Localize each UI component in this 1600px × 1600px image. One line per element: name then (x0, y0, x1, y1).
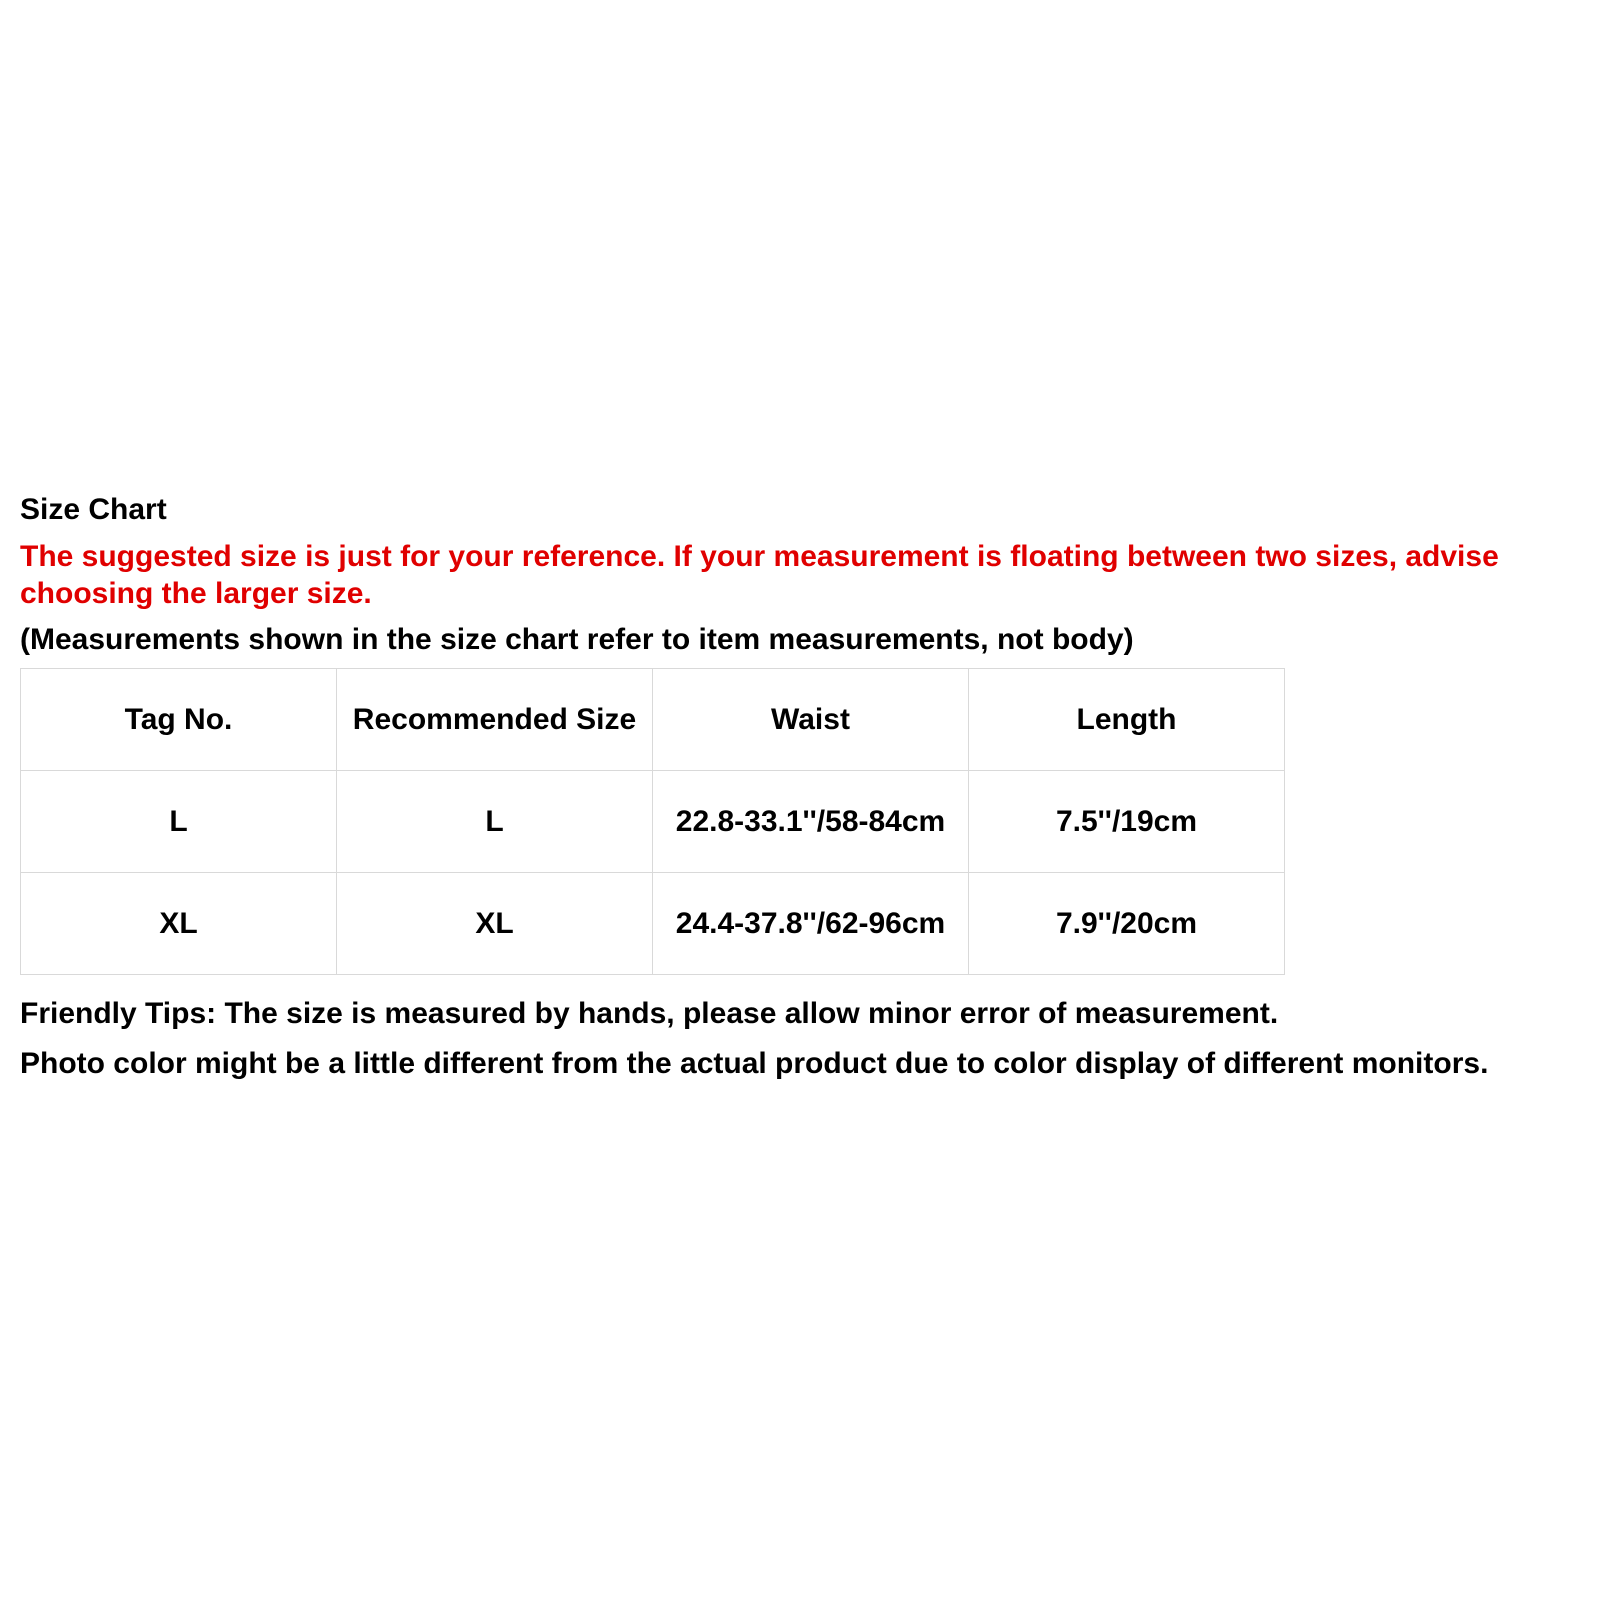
table-row (21, 873, 1285, 975)
color-disclaimer: Photo color might be a little different from the actual product due to color display of different monitors. (20, 1047, 1489, 1080)
size-notice: The suggested size is just for your reference. If your measurement is floating between two sizes, advise choosing the larger size. (20, 540, 1499, 610)
size-chart-content (20, 490, 1590, 1089)
header-recommended-size: Recommended Size (337, 669, 653, 771)
size-table (20, 668, 1285, 975)
table-row (21, 771, 1285, 873)
cell-waist: 24.4-37.8''/62-96cm (653, 873, 969, 975)
page-title: Size Chart (20, 493, 167, 526)
cell-length: 7.5''/19cm (969, 771, 1285, 873)
measurement-note: (Measurements shown in the size chart refer to item measurements, not body) (20, 623, 1134, 656)
cell-recommended-size: L (337, 771, 653, 873)
friendly-tip: Friendly Tips: The size is measured by hands, please allow minor error of measurement. (20, 997, 1279, 1030)
cell-tag-no: XL (21, 873, 337, 975)
header-waist: Waist (653, 669, 969, 771)
cell-length: 7.9''/20cm (969, 873, 1285, 975)
cell-tag-no: L (21, 771, 337, 873)
table-header-row (21, 669, 1285, 771)
cell-recommended-size: XL (337, 873, 653, 975)
header-tag-no: Tag No. (21, 669, 337, 771)
cell-waist: 22.8-33.1''/58-84cm (653, 771, 969, 873)
tips-section (20, 989, 1590, 1089)
header-length: Length (969, 669, 1285, 771)
